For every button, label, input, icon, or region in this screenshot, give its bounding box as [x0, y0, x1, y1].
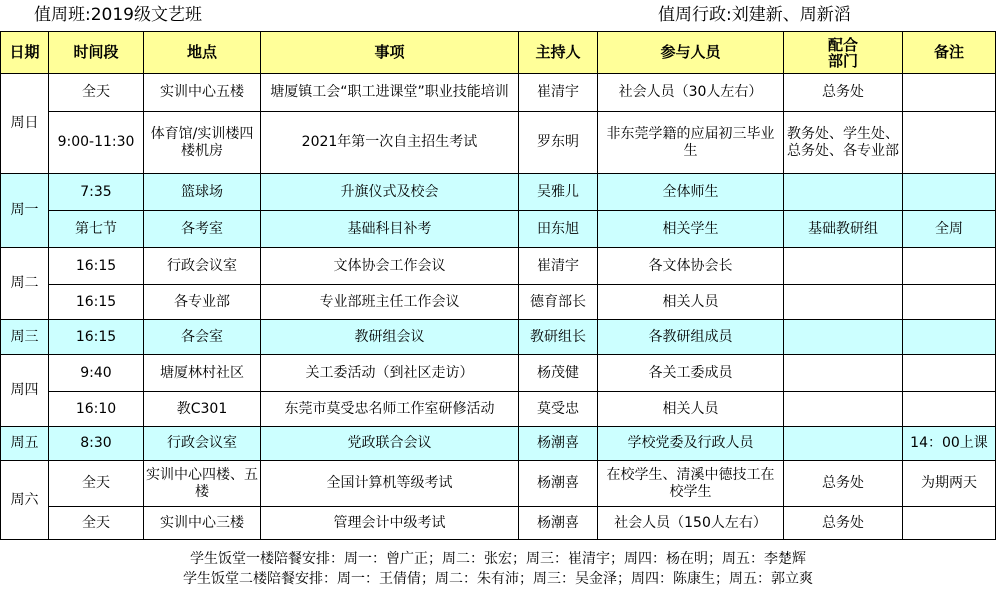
participants-cell: 各教研组成员	[598, 320, 784, 355]
item-cell: 专业部班主任工作会议	[261, 285, 519, 320]
table-row	[1, 211, 996, 248]
place-cell: 实训中心五楼	[144, 74, 261, 112]
item-cell: 东莞市莫受忠名师工作室研修活动	[261, 392, 519, 427]
dept-cell: 总务处	[784, 74, 903, 112]
table-row	[1, 248, 996, 285]
note-cell: 全周	[903, 211, 996, 248]
participants-cell: 各文体协会长	[598, 248, 784, 285]
place-cell: 教C301	[144, 392, 261, 427]
place-cell: 各专业部	[144, 285, 261, 320]
header-col-date: 日期	[1, 32, 49, 74]
day-cell: 周三	[1, 320, 49, 355]
note-cell	[903, 248, 996, 285]
place-cell: 实训中心三楼	[144, 507, 261, 540]
participants-cell: 学校党委及行政人员	[598, 427, 784, 461]
time-cell: 16:15	[49, 320, 144, 355]
host-cell: 德育部长	[519, 285, 598, 320]
header-col-item: 事项	[261, 32, 519, 74]
note-cell: 14：00上课	[903, 427, 996, 461]
item-cell: 升旗仪式及校会	[261, 174, 519, 211]
day-cell: 周五	[1, 427, 49, 461]
dept-cell	[784, 320, 903, 355]
dept-cell: 总务处	[784, 461, 903, 507]
host-cell: 吴雅儿	[519, 174, 598, 211]
place-cell: 塘厦林村社区	[144, 355, 261, 392]
time-cell: 9:00-11:30	[49, 112, 144, 174]
time-cell: 16:15	[49, 285, 144, 320]
participants-cell: 各关工委成员	[598, 355, 784, 392]
canteen-floor1-schedule: 学生饭堂一楼陪餐安排：周一：曾广正；周二：张宏；周三：崔清宇；周四：杨在明；周五：李楚辉	[190, 551, 806, 567]
item-cell: 党政联合会议	[261, 427, 519, 461]
dept-cell: 总务处	[784, 507, 903, 540]
table-header-row	[1, 32, 996, 74]
dept-cell	[784, 392, 903, 427]
header-col-host: 主持人	[519, 32, 598, 74]
canteen-floor2-schedule: 学生饭堂二楼陪餐安排：周一：王倩倩；周二：朱有沛；周三：吴金泽；周四：陈康生；周五：郭立爽	[183, 571, 813, 587]
item-cell: 2021年第一次自主招生考试	[261, 112, 519, 174]
host-cell: 杨潮喜	[519, 427, 598, 461]
item-cell: 塘厦镇工会“职工进课堂”职业技能培训	[261, 74, 519, 112]
header-col-note: 备注	[903, 32, 996, 74]
time-cell: 8:30	[49, 427, 144, 461]
note-cell	[903, 174, 996, 211]
note-cell	[903, 74, 996, 112]
table-row	[1, 355, 996, 392]
time-cell: 16:10	[49, 392, 144, 427]
item-cell: 全国计算机等级考试	[261, 461, 519, 507]
table-row	[1, 320, 996, 355]
place-cell: 实训中心四楼、五楼	[144, 461, 261, 507]
host-cell: 罗东明	[519, 112, 598, 174]
participants-cell: 相关人员	[598, 392, 784, 427]
place-cell: 各考室	[144, 211, 261, 248]
dept-cell	[784, 427, 903, 461]
item-cell: 管理会计中级考试	[261, 507, 519, 540]
day-cell: 周日	[1, 74, 49, 174]
item-cell: 文体协会工作会议	[261, 248, 519, 285]
note-cell	[903, 355, 996, 392]
table-row	[1, 285, 996, 320]
table-row	[1, 427, 996, 461]
duty-class-label: 值周班:2019级文艺班	[34, 5, 202, 25]
place-cell: 篮球场	[144, 174, 261, 211]
note-cell: 为期两天	[903, 461, 996, 507]
host-cell: 杨潮喜	[519, 507, 598, 540]
note-cell	[903, 392, 996, 427]
time-cell: 第七节	[49, 211, 144, 248]
note-cell	[903, 112, 996, 174]
note-cell	[903, 285, 996, 320]
table-row	[1, 392, 996, 427]
host-cell: 杨茂健	[519, 355, 598, 392]
host-cell: 教研组长	[519, 320, 598, 355]
note-cell	[903, 507, 996, 540]
table-row	[1, 174, 996, 211]
day-cell: 周二	[1, 248, 49, 320]
header-col-place: 地点	[144, 32, 261, 74]
header-col-dept: 配合 部门	[784, 32, 903, 74]
participants-cell: 社会人员（30人左右）	[598, 74, 784, 112]
dept-cell	[784, 248, 903, 285]
place-cell: 各会室	[144, 320, 261, 355]
place-cell: 体育馆/实训楼四楼机房	[144, 112, 261, 174]
participants-cell: 在校学生、清溪中德技工在校学生	[598, 461, 784, 507]
dept-cell	[784, 285, 903, 320]
header-col-participants: 参与人员	[598, 32, 784, 74]
day-cell: 周四	[1, 355, 49, 427]
place-cell: 行政会议室	[144, 248, 261, 285]
dept-cell: 基础教研组	[784, 211, 903, 248]
table-row	[1, 74, 996, 112]
participants-cell: 非东莞学籍的应届初三毕业生	[598, 112, 784, 174]
host-cell: 崔清宇	[519, 248, 598, 285]
day-cell: 周六	[1, 461, 49, 540]
dept-cell	[784, 174, 903, 211]
time-cell: 全天	[49, 507, 144, 540]
host-cell: 崔清宇	[519, 74, 598, 112]
dept-cell	[784, 355, 903, 392]
duty-admin-label: 值周行政:刘建新、周新滔	[658, 5, 851, 25]
time-cell: 7:35	[49, 174, 144, 211]
table-row	[1, 507, 996, 540]
time-cell: 全天	[49, 74, 144, 112]
item-cell: 基础科目补考	[261, 211, 519, 248]
item-cell: 教研组会议	[261, 320, 519, 355]
note-cell	[903, 320, 996, 355]
table-row	[1, 461, 996, 507]
participants-cell: 全体师生	[598, 174, 784, 211]
time-cell: 全天	[49, 461, 144, 507]
dept-cell: 教务处、学生处、总务处、各专业部	[784, 112, 903, 174]
host-cell: 田东旭	[519, 211, 598, 248]
header-col-time: 时间段	[49, 32, 144, 74]
participants-cell: 相关学生	[598, 211, 784, 248]
place-cell: 行政会议室	[144, 427, 261, 461]
weekly-schedule-table	[0, 31, 996, 540]
page-header	[0, 0, 996, 32]
host-cell: 莫受忠	[519, 392, 598, 427]
time-cell: 9:40	[49, 355, 144, 392]
participants-cell: 社会人员（150人左右）	[598, 507, 784, 540]
participants-cell: 相关人员	[598, 285, 784, 320]
time-cell: 16:15	[49, 248, 144, 285]
table-body	[1, 74, 996, 540]
host-cell: 杨潮喜	[519, 461, 598, 507]
day-cell: 周一	[1, 174, 49, 248]
table-row	[1, 112, 996, 174]
item-cell: 关工委活动（到社区走访）	[261, 355, 519, 392]
